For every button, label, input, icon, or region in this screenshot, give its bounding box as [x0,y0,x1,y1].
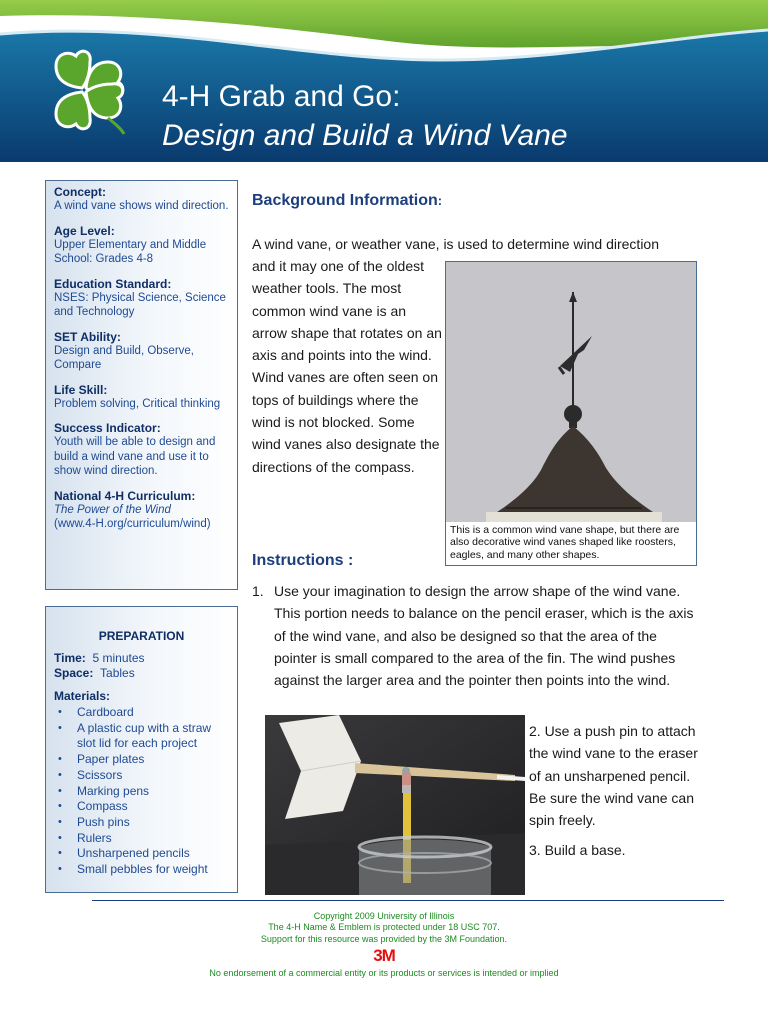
header-subtitle: Design and Build a Wind Vane [162,119,568,152]
space-row [54,666,229,681]
background-heading: Background Information: [252,192,443,209]
step-number: 1. [252,583,264,599]
weather-vane-image [446,262,697,522]
materials-heading: Materials: [54,689,111,703]
list-item: • Paper plates [54,752,229,768]
step-text: Use your imagination to design the arrow shape of the wind vane. This portion needs to balance on the pencil eraser, which is the axis of the wind vane, and also be designed so that the area of the pointer is small compared to the area of the fin. The wind pushes against the larger area and the pointer then points into the wind. [274,583,694,689]
section-text: Youth will be able to design and build a wind vane and use it to show wind direction. [54,436,216,477]
section-text: Design and Build, Observe, Compare [54,344,194,371]
time-value: 5 minutes [92,651,145,665]
curriculum-url: (www.4-H.org/curriculum/wind) [54,518,211,530]
section-heading: Life Skill: [54,382,108,397]
concept-section [54,185,229,214]
section-text: Upper Elementary and Middle School: Grades 4-8 [54,238,207,265]
weather-vane-photo [445,261,697,566]
list-item: • Push pins [54,815,229,831]
list-item: • Cardboard [54,705,229,721]
education-standard-section [54,277,229,320]
instructions-heading: Instructions : [252,552,354,569]
header-title: 4-H Grab and Go: [162,80,401,113]
wind-vane-pencil-photo [265,715,525,895]
list-item: • Compass [54,799,229,815]
section-heading: Education Standard: [54,276,172,291]
instruction-steps [252,580,702,691]
summary-box [45,180,238,590]
section-heading: Concept: [54,185,106,199]
section-text: Problem solving, Critical thinking [54,397,221,410]
time-label: Time: [54,651,86,665]
wind-vane-pencil-image [265,715,525,895]
section-heading: National 4-H Curriculum: [54,488,196,503]
list-item: • Marking pens [54,784,229,800]
curriculum-title: The Power of the Wind [54,503,171,516]
list-item: • Unsharpened pencils [54,846,229,862]
age-level-section [54,224,229,267]
materials-list [54,705,229,878]
3m-logo: 3M [373,946,395,965]
instruction-step-1 [252,580,702,691]
space-value: Tables [100,666,135,680]
set-ability-section [54,330,229,373]
list-item: • Small pebbles for weight [54,862,229,878]
instructions-side-text [529,720,709,862]
page-header [0,0,768,162]
background-paragraph: and it may one of the oldest weather tools. The most common wind vane is an arrow shape that rotates on an axis and points into the wind. Wind vanes are often seen on tops of buildings where the wind is not blocked. Some wind vanes also designate the directions of the compass. [252,258,442,475]
section-text: NSES: Physical Science, Science and Technology [54,291,226,318]
curriculum-section [54,489,229,532]
life-skill-section [54,383,229,412]
time-row [54,651,229,666]
four-h-clover-logo [36,44,132,136]
section-heading: Success Indicator: [54,421,161,435]
section-text: A wind vane shows wind direction. [54,200,229,212]
list-item: • Scissors [54,768,229,784]
section-heading: Age Level: [54,223,115,238]
background-line-1: A wind vane, or weather vane, is used to determine wind direction [252,236,660,252]
list-item: • Rulers [54,831,229,847]
section-heading: SET Ability: [54,329,121,344]
preparation-box [45,606,238,893]
footer-disclaimer: No endorsement of a commercial entity or its products or services is intended or implied [209,968,559,978]
footer-support: Support for this resource was provided by the 3M Foundation. [260,934,508,944]
instruction-step-2: 2. Use a push pin to attach the wind vane to the eraser of an unsharpened pencil. Be sure the wind vane can spin freely. [529,723,698,829]
preparation-heading: PREPARATION [98,629,185,643]
success-indicator-section [54,421,229,479]
photo-caption: This is a common wind vane shape, but there are also decorative wind vanes shaped like roosters, eagles, and many other shapes. [450,523,680,561]
footer-copyright: Copyright 2009 University of Illinois [313,911,455,921]
instruction-step-3: 3. Build a base. [529,842,626,859]
footer-emblem-notice: The 4-H Name & Emblem is protected under 18 USC 707. [268,922,500,932]
space-label: Space: [54,666,94,680]
list-item: • A plastic cup with a straw slot lid for each project [54,721,229,752]
footer-divider [92,900,724,901]
